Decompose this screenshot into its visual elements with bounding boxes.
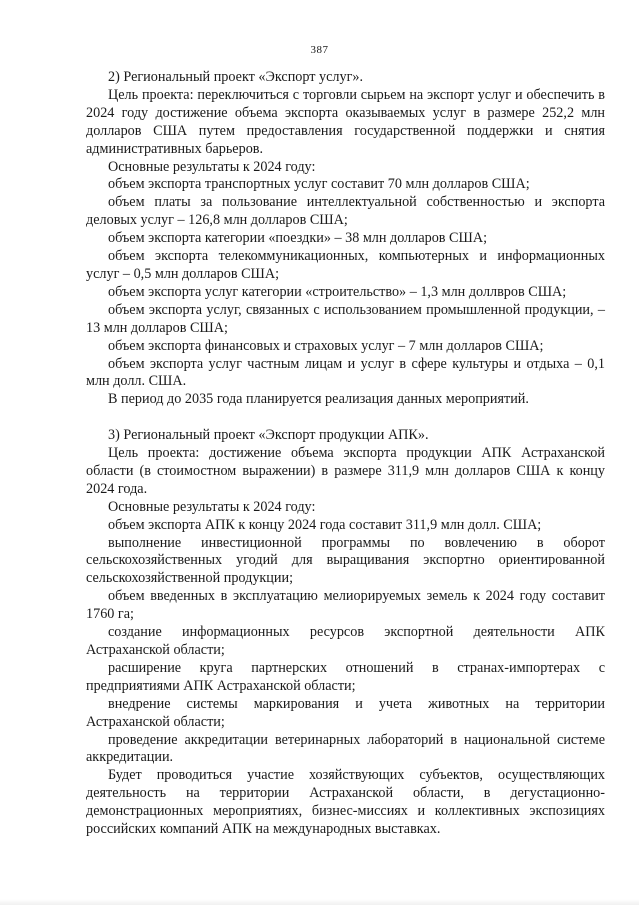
section-closing: В период до 2035 года планируется реализация данных мероприятий. bbox=[108, 391, 529, 408]
section-heading-export-agro: 3) Региональный проект «Экспорт продукции АПК». bbox=[108, 427, 429, 444]
result-item: объем экспорта услуг частным лицам и услуг в сфере культуры и отдыха – 0,1 млн долл. США. bbox=[86, 355, 605, 390]
section-closing: Будет проводиться участие хозяйствующих субъектов, осуществляющих деятельность на территории Астраханской области, в дегустационно-демонстрационных мероприятиях, бизнес-миссиях и коллективных экспозициях российских компаний АПК на международных выставках. bbox=[86, 767, 605, 838]
result-item: проведение аккредитации ветеринарных лабораторий в национальной системе аккредитации. bbox=[86, 731, 605, 766]
result-item: создание информационных ресурсов экспортной деятельности АПК Астраханской области; bbox=[86, 624, 605, 658]
result-item: объем экспорта финансовых и страховых услуг – 7 млн долларов США; bbox=[108, 337, 544, 354]
result-item: объем экспорта услуг, связанных с использованием промышленной продукции, – 13 млн долларов США; bbox=[86, 301, 605, 336]
result-item: объем экспорта категории «поездки» – 38 млн долларов США; bbox=[108, 230, 488, 247]
result-item: объем экспорта транспортных услуг составит 70 млн долларов США; bbox=[108, 176, 530, 193]
section-spacer bbox=[86, 409, 605, 427]
document-body bbox=[86, 69, 605, 839]
result-item: объем платы за пользование интеллектуальной собственностью и экспорта деловых услуг – 126,8 млн долларов США; bbox=[86, 194, 605, 229]
page-bottom-shadow bbox=[0, 899, 639, 905]
result-item: объем экспорта телекоммуникационных, компьютерных и информационных услуг – 0,5 млн долларов США; bbox=[86, 248, 605, 282]
result-item: расширение круга партнерских отношений в странах-импортерах с предприятиями АПК Астраханской области; bbox=[86, 659, 605, 694]
result-item: выполнение инвестиционной программы по вовлечению в оборот сельскохозяйственных угодий для выращивания экспортно ориентированной сельскохозяйственной продукции; bbox=[86, 534, 605, 587]
page-number: 387 bbox=[310, 44, 329, 56]
results-heading: Основные результаты к 2024 году: bbox=[108, 158, 316, 175]
result-item: объем введенных в эксплуатацию мелиорируемых земель к 2024 году составит 1760 га; bbox=[86, 588, 605, 623]
section-goal: Цель проекта: достижение объема экспорта продукции АПК Астраханской области (в стоимостном выражении) в размере 311,9 млн долларов США к концу 2024 года. bbox=[86, 445, 605, 497]
results-heading: Основные результаты к 2024 году: bbox=[108, 498, 316, 515]
section-goal: Цель проекта: переключиться с торговли сырьем на экспорт услуг и обеспечить в 2024 году достижение объема экспорта оказываемых услуг в размере 252,2 млн долларов США путем предоставления государственной поддержки и снятия административных барьеров. bbox=[86, 86, 605, 157]
result-item: объем экспорта услуг категории «строительство» – 1,3 млн доллвров США; bbox=[108, 283, 567, 300]
section-heading-export-services: 2) Региональный проект «Экспорт услуг». bbox=[108, 69, 364, 85]
result-item: объем экспорта АПК к концу 2024 года составит 311,9 млн долл. США; bbox=[108, 516, 542, 533]
result-item: внедрение системы маркирования и учета животных на территории Астраханской области; bbox=[86, 695, 605, 730]
